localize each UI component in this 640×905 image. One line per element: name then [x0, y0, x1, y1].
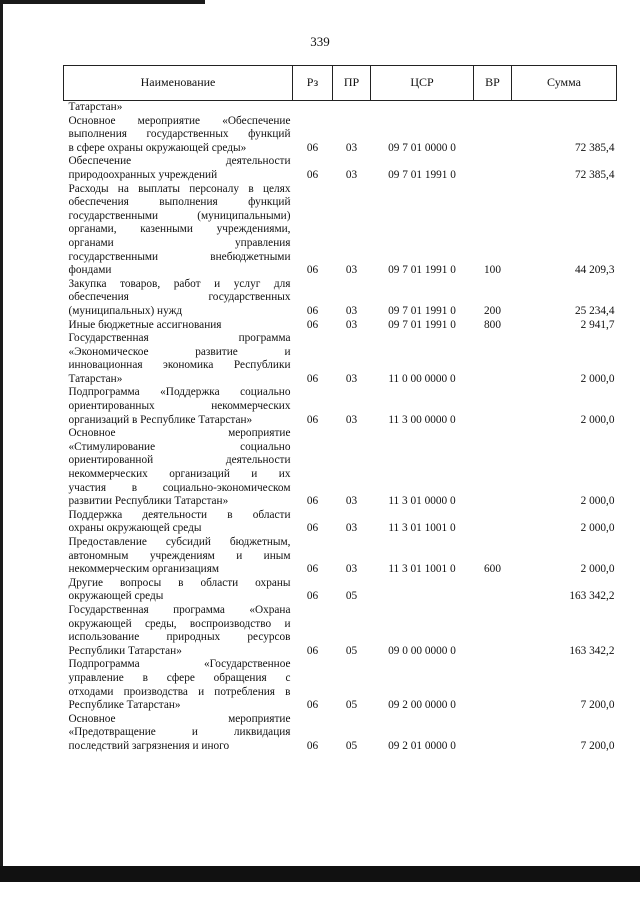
scan-edge-bottom	[0, 866, 640, 882]
header-pr: ПР	[333, 66, 371, 101]
name-line: выполнения государственных функций	[68, 128, 291, 141]
name-line: обеспечения выполнения функций	[68, 196, 291, 209]
cell-pr: 03	[345, 495, 358, 508]
cell-vr: 200	[484, 304, 501, 317]
name-line: Предоставление субсидий бюджетным,	[68, 536, 291, 548]
cell-vr	[474, 101, 512, 115]
cell-vr	[474, 713, 512, 754]
name-line: развитии Республики Татарстан»	[68, 495, 229, 508]
name-line: Другие вопросы в области охраны	[68, 576, 291, 589]
cell-csr	[371, 101, 474, 115]
cell-vr: 100	[484, 264, 501, 277]
cell-name	[64, 332, 293, 386]
name-line: государственными (муниципальными)	[68, 209, 291, 222]
cell-csr	[371, 577, 474, 604]
cell-vr	[474, 577, 512, 604]
cell-rz: 06	[306, 413, 319, 426]
scan-edge-top	[0, 0, 205, 4]
cell-csr: 09 2 00 0000 0	[388, 699, 456, 712]
cell-pr: 05	[345, 739, 358, 752]
cell-rz: 06	[306, 699, 319, 712]
cell-name	[64, 536, 293, 577]
name-line: окружающей среды, воспроизводство и	[68, 617, 291, 630]
cell-rz: 06	[306, 304, 319, 317]
table-row	[64, 183, 617, 278]
cell-name	[64, 427, 293, 509]
name-line: фондами	[68, 264, 112, 277]
table-row	[64, 577, 617, 604]
cell-csr: 09 7 01 1991 0	[388, 168, 456, 181]
cell-sum: 2 941,7	[580, 318, 615, 331]
cell-vr	[474, 658, 512, 712]
name-line: участия в социально-экономическом	[68, 481, 291, 494]
name-line: последствий загрязнения и иного	[68, 739, 230, 752]
name-line: Основное мероприятие	[68, 427, 291, 440]
name-line: Поддержка деятельности в области	[68, 508, 291, 521]
header-vr: ВР	[474, 66, 512, 101]
cell-csr: 11 3 01 1001 0	[388, 522, 456, 535]
name-line: инновационная экономика Республики	[68, 359, 291, 372]
table-row	[64, 713, 617, 754]
cell-pr: 03	[345, 304, 358, 317]
cell-sum: 72 385,4	[574, 141, 615, 154]
cell-name	[64, 278, 293, 319]
cell-rz: 06	[306, 590, 319, 603]
cell-pr	[333, 101, 371, 115]
name-line: «Предотвращение и ликвидация	[68, 726, 291, 739]
name-line: отходами производства и потребления в	[68, 685, 291, 698]
cell-rz	[293, 101, 333, 115]
cell-sum: 163 342,2	[569, 644, 615, 657]
cell-rz: 06	[306, 318, 319, 331]
cell-name	[64, 115, 293, 156]
name-line: Республики Татарстан»	[68, 644, 182, 657]
name-line: организаций в Республике Татарстан»	[68, 413, 253, 426]
name-line: Закупка товаров, работ и услуг для	[68, 277, 291, 290]
cell-sum: 2 000,0	[580, 522, 615, 535]
cell-vr	[474, 115, 512, 156]
name-line: Татарстан»	[68, 101, 123, 113]
cell-csr: 11 3 01 1001 0	[388, 563, 456, 576]
cell-pr: 03	[345, 563, 358, 576]
cell-pr: 05	[345, 644, 358, 657]
table-row	[64, 658, 617, 712]
cell-sum: 2 000,0	[580, 563, 615, 576]
cell-sum: 2 000,0	[580, 413, 615, 426]
cell-pr: 05	[345, 590, 358, 603]
cell-rz: 06	[306, 495, 319, 508]
cell-sum	[512, 101, 617, 115]
cell-vr	[474, 604, 512, 658]
name-line: обеспечения государственных	[68, 291, 291, 304]
cell-rz: 06	[306, 739, 319, 752]
cell-pr: 03	[345, 413, 358, 426]
table-row	[64, 101, 617, 115]
cell-name	[64, 155, 293, 182]
cell-csr: 11 3 00 0000 0	[388, 413, 456, 426]
name-line: органами, казенными учреждениями,	[68, 223, 291, 236]
cell-name	[64, 658, 293, 712]
name-line: Обеспечение деятельности	[68, 155, 291, 168]
cell-vr	[474, 509, 512, 536]
header-rz: Рз	[293, 66, 333, 101]
cell-sum: 7 200,0	[580, 699, 615, 712]
cell-sum: 2 000,0	[580, 372, 615, 385]
name-line: Татарстан»	[68, 372, 123, 385]
cell-sum: 163 342,2	[569, 590, 615, 603]
name-line: (муниципальных) нужд	[68, 304, 183, 317]
cell-name	[64, 509, 293, 536]
name-line: Подпрограмма «Государственное	[68, 658, 291, 671]
cell-pr: 03	[345, 522, 358, 535]
cell-vr: 600	[484, 563, 501, 576]
cell-rz: 06	[306, 644, 319, 657]
header-name: Наименование	[64, 66, 293, 101]
cell-name	[64, 604, 293, 658]
cell-csr: 09 0 00 0000 0	[388, 644, 456, 657]
name-line: Иные бюджетные ассигнования	[68, 318, 222, 331]
cell-csr: 11 0 00 0000 0	[388, 372, 456, 385]
name-line: Основное мероприятие «Обеспечение	[68, 114, 291, 127]
cell-sum: 2 000,0	[580, 495, 615, 508]
cell-pr: 05	[345, 699, 358, 712]
cell-pr: 03	[345, 141, 358, 154]
name-line: некоммерческим организациям	[68, 563, 220, 576]
cell-pr: 03	[345, 318, 358, 331]
name-line: некоммерческих организаций и их	[68, 468, 291, 481]
cell-name	[64, 183, 293, 278]
table-row	[64, 332, 617, 386]
cell-sum: 44 209,3	[574, 264, 615, 277]
cell-pr: 03	[345, 264, 358, 277]
table-row	[64, 604, 617, 658]
cell-csr: 09 7 01 1991 0	[388, 264, 456, 277]
table-body	[64, 101, 617, 754]
name-line: Государственная программа «Охрана	[68, 603, 291, 616]
cell-sum: 25 234,4	[574, 304, 615, 317]
name-line: ориентированной деятельности	[68, 454, 291, 467]
cell-rz: 06	[306, 522, 319, 535]
table-row	[64, 427, 617, 509]
cell-rz: 06	[306, 372, 319, 385]
header-csr: ЦСР	[371, 66, 474, 101]
name-line: управление в сфере обращения с	[68, 671, 291, 684]
cell-rz: 06	[306, 141, 319, 154]
name-line: Государственная программа	[68, 332, 291, 345]
cell-csr: 11 3 01 0000 0	[388, 495, 456, 508]
name-line: «Стимулирование социально	[68, 440, 291, 453]
cell-name	[64, 713, 293, 754]
name-line: Основное мероприятие	[68, 712, 291, 725]
cell-csr: 09 7 01 1991 0	[388, 304, 456, 317]
name-line: Расходы на выплаты персоналу в целях	[68, 182, 291, 195]
cell-pr: 03	[345, 372, 358, 385]
cell-vr	[474, 427, 512, 509]
cell-csr: 09 2 01 0000 0	[388, 739, 456, 752]
cell-rz: 06	[306, 264, 319, 277]
cell-name	[64, 319, 293, 333]
cell-vr: 800	[484, 318, 501, 331]
table-row	[64, 509, 617, 536]
name-line: «Экономическое развитие и	[68, 345, 291, 358]
cell-vr	[474, 332, 512, 386]
cell-csr: 09 7 01 1991 0	[388, 318, 456, 331]
name-line: Республике Татарстан»	[68, 699, 181, 712]
name-line: ориентированных некоммерческих	[68, 400, 291, 413]
cell-rz: 06	[306, 563, 319, 576]
table-row	[64, 386, 617, 427]
table-row	[64, 319, 617, 333]
page-number: 339	[310, 34, 330, 49]
budget-table	[63, 65, 617, 754]
cell-vr	[474, 155, 512, 182]
table-row	[64, 115, 617, 156]
cell-sum: 7 200,0	[580, 739, 615, 752]
cell-csr: 09 7 01 0000 0	[388, 141, 456, 154]
table-header-row	[64, 66, 617, 101]
cell-name	[64, 577, 293, 604]
table-row	[64, 278, 617, 319]
header-sum: Сумма	[512, 66, 617, 101]
cell-sum: 72 385,4	[574, 168, 615, 181]
name-line: автономным учреждениям и иным	[68, 549, 291, 562]
cell-pr: 03	[345, 168, 358, 181]
name-line: природоохранных учреждений	[68, 168, 218, 181]
name-line: Подпрограмма «Поддержка социально	[68, 386, 291, 399]
scan-edge-left	[0, 0, 3, 880]
cell-vr	[474, 386, 512, 427]
name-line: органами управления	[68, 236, 291, 249]
name-line: государственными внебюджетными	[68, 250, 291, 263]
name-line: в сфере охраны окружающей среды»	[68, 141, 247, 154]
name-line: окружающей среды	[68, 590, 164, 603]
table-row	[64, 536, 617, 577]
cell-rz: 06	[306, 168, 319, 181]
cell-name	[64, 101, 293, 115]
name-line: использование природных ресурсов	[68, 631, 291, 644]
cell-name	[64, 386, 293, 427]
table-row	[64, 155, 617, 182]
name-line: охраны окружающей среды	[68, 522, 202, 535]
